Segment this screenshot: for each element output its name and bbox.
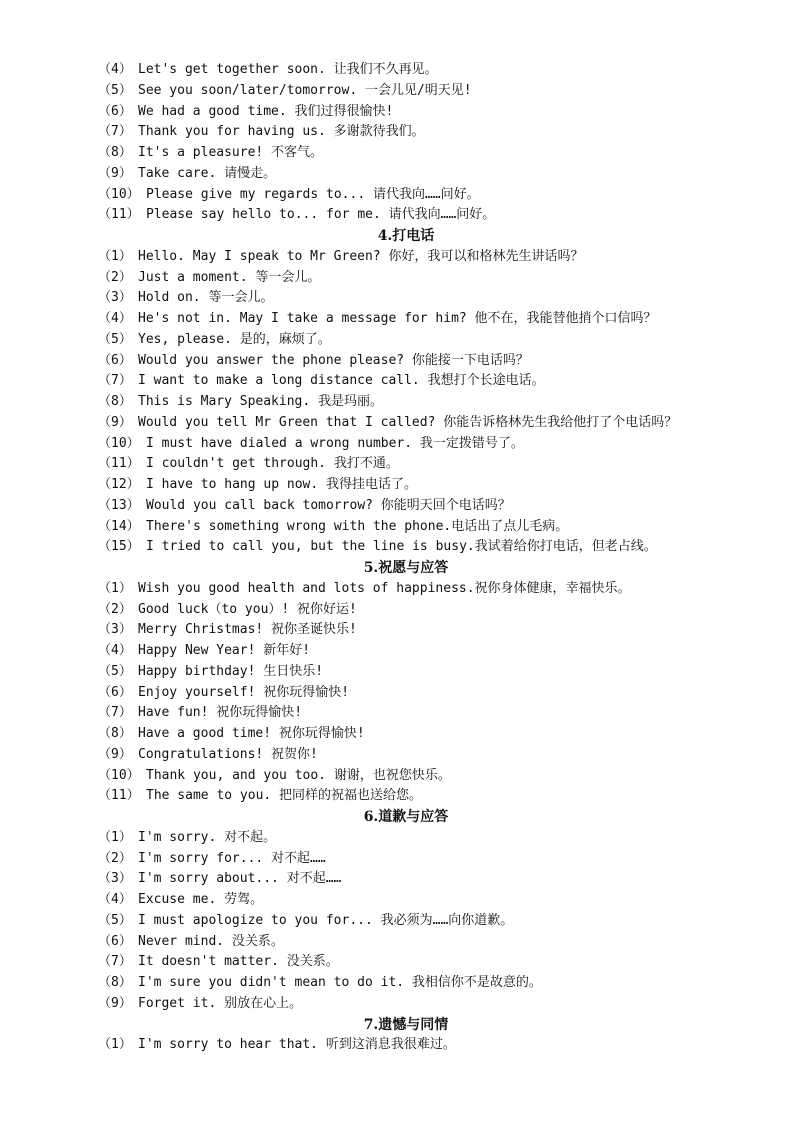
- phrase-line: [98, 454, 754, 475]
- phrase-text: Excuse me. 劳驾。: [138, 892, 264, 907]
- phrase-text: Would you call back tomorrow? 你能明天回个电话吗？: [146, 497, 511, 513]
- phrase-line: [98, 102, 754, 123]
- phrase-text: Enjoy yourself! 祝你玩得愉快!: [138, 684, 350, 700]
- phrase-text: Congratulations! 祝贺你!: [138, 746, 318, 762]
- item-number: （11）: [98, 456, 140, 472]
- item-number: （4）: [98, 892, 132, 907]
- item-number: （9）: [98, 414, 132, 430]
- phrase-line: [98, 662, 754, 683]
- phrase-text: Take care. 请慢走。: [138, 165, 277, 181]
- phrase-line: [98, 81, 754, 102]
- item-number: （3）: [98, 871, 132, 887]
- section-heading: 6.道歉与应答: [363, 809, 449, 825]
- phrase-text: There's something wrong with the phone.电话出了点儿毛病。: [146, 518, 569, 534]
- phrase-text: I'm sorry. 对不起。: [138, 829, 277, 845]
- item-number: （15）: [98, 539, 140, 555]
- phrase-text: I'm sorry about... 对不起……: [138, 871, 342, 887]
- phrase-line: [98, 703, 754, 724]
- item-number: （7）: [98, 954, 132, 970]
- phrase-text: Just a moment. 等一会儿。: [138, 269, 321, 285]
- phrase-line: [98, 641, 754, 662]
- phrase-line: [98, 1035, 754, 1056]
- phrase-line: [98, 122, 754, 143]
- phrase-text: I have to hang up now. 我得挂电话了。: [146, 477, 418, 492]
- phrase-line: [98, 911, 754, 932]
- item-number: （2）: [98, 269, 132, 285]
- phrase-text: Never mind. 没关系。: [138, 933, 284, 949]
- phrase-text: I couldn't get through. 我打不通。: [146, 456, 399, 472]
- phrase-text: Wish you good health and lots of happiness.祝你身体健康，幸福快乐。: [138, 580, 631, 596]
- item-number: （1）: [98, 1037, 132, 1053]
- phrase-line: [98, 890, 754, 911]
- phrase-line: [98, 724, 754, 745]
- phrase-line: [98, 537, 754, 558]
- phrase-text: I must have dialed a wrong number. 我一定拨错号了。: [146, 435, 524, 451]
- item-number: （8）: [98, 394, 132, 409]
- phrase-line: [98, 786, 754, 807]
- phrase-text: I'm sorry for... 对不起……: [138, 850, 326, 866]
- phrase-text: Please give my regards to... 请代我向……问好。: [146, 186, 480, 202]
- phrase-text: I'm sorry to hear that. 听到这消息我很难过。: [138, 1037, 456, 1053]
- item-number: （12）: [98, 477, 140, 492]
- phrase-line: [98, 185, 754, 206]
- item-number: （13）: [98, 497, 140, 513]
- phrase-text: It doesn't matter. 没关系。: [138, 954, 339, 970]
- item-number: （8）: [98, 726, 132, 741]
- item-number: （10）: [98, 435, 140, 451]
- phrase-text: The same to you. 把同样的祝福也送给您。: [146, 788, 423, 804]
- item-number: （5）: [98, 663, 132, 679]
- section-heading: 4.打电话: [377, 228, 435, 244]
- phrase-text: This is Mary Speaking. 我是玛丽。: [138, 394, 384, 409]
- item-number: （6）: [98, 684, 132, 700]
- item-number: （6）: [98, 103, 132, 119]
- item-number: （11）: [98, 207, 140, 223]
- phrase-line: [98, 330, 754, 351]
- phrase-text: Happy New Year! 新年好!: [138, 643, 311, 658]
- phrase-text: Thank you, and you too. 谢谢，也祝您快乐。: [146, 767, 451, 783]
- phrase-text: Let's get together soon. 让我们不久再见。: [138, 62, 438, 77]
- section-heading: 7.遗憾与同情: [363, 1016, 449, 1033]
- phrase-line: [98, 932, 754, 953]
- item-number: （4）: [98, 311, 132, 326]
- item-number: （14）: [98, 518, 140, 534]
- phrase-line: [98, 371, 754, 392]
- phrase-line: [98, 869, 754, 890]
- phrase-line: [98, 392, 754, 413]
- item-number: （6）: [98, 352, 132, 368]
- phrase-text: Have a good time! 祝你玩得愉快!: [138, 726, 365, 741]
- item-number: （2）: [98, 601, 132, 617]
- phrase-line: [98, 205, 754, 226]
- item-number: （10）: [98, 767, 140, 783]
- item-number: （5）: [98, 912, 132, 928]
- phrase-text: Happy birthday! 生日快乐!: [138, 663, 324, 679]
- item-number: （1）: [98, 829, 132, 845]
- phrase-line: [98, 828, 754, 849]
- item-number: （3）: [98, 622, 132, 638]
- phrase-text: I'm sure you didn't mean to do it. 我相信你不是故意的。: [138, 975, 542, 990]
- item-number: （5）: [98, 331, 132, 347]
- section-heading: 5.祝愿与应答: [363, 560, 449, 576]
- phrase-line: [98, 849, 754, 870]
- phrase-text: Good luck（to you）! 祝你好运!: [138, 601, 357, 617]
- item-number: （8）: [98, 145, 132, 160]
- phrase-line: [98, 496, 754, 517]
- phrase-line: [98, 994, 754, 1015]
- phrase-line: [98, 952, 754, 973]
- item-number: （6）: [98, 933, 132, 949]
- item-number: （9）: [98, 165, 132, 181]
- phrase-text: He's not in. May I take a message for him? 他不在，我能替他捎个口信吗？: [138, 311, 657, 326]
- phrase-line: [98, 517, 754, 538]
- phrase-text: Would you tell Mr Green that I called? 你能告诉格林先生我给他打了个电话吗？: [138, 414, 678, 430]
- phrase-line: [98, 600, 754, 621]
- phrase-line: [98, 745, 754, 766]
- item-number: （4）: [98, 643, 132, 658]
- item-number: （9）: [98, 746, 132, 762]
- phrase-text: I must apologize to you for... 我必须为……向你道歉。: [138, 912, 514, 928]
- item-number: （1）: [98, 580, 132, 596]
- phrase-text: Would you answer the phone please? 你能接一下电话吗？: [138, 352, 529, 368]
- phrase-line: [98, 475, 754, 496]
- phrase-text: It's a pleasure! 不客气。: [138, 145, 324, 160]
- item-number: （9）: [98, 995, 132, 1011]
- phrase-line: [98, 620, 754, 641]
- phrase-line: [98, 288, 754, 309]
- item-number: （7）: [98, 124, 132, 140]
- phrase-line: [98, 766, 754, 787]
- phrase-text: I tried to call you, but the line is busy.我试着给你打电话，但老占线。: [146, 539, 657, 555]
- phrase-text: See you soon/later/tomorrow. 一会儿见/明天见!: [138, 82, 472, 98]
- phrase-line: [98, 247, 754, 268]
- phrase-text: Please say hello to... for me. 请代我向……问好。: [146, 207, 496, 223]
- item-number: （2）: [98, 850, 132, 866]
- phrase-text: Yes, please. 是的，麻烦了。: [138, 331, 331, 347]
- phrase-text: We had a good time. 我们过得很愉快!: [138, 103, 394, 119]
- phrase-text: Forget it. 别放在心上。: [138, 995, 303, 1011]
- item-number: （4）: [98, 62, 132, 77]
- item-number: （1）: [98, 248, 132, 264]
- item-number: （5）: [98, 82, 132, 98]
- phrase-line: [98, 164, 754, 185]
- item-number: （7）: [98, 373, 132, 389]
- phrase-line: [98, 579, 754, 600]
- item-number: （3）: [98, 290, 132, 306]
- phrase-text: Hello. May I speak to Mr Green? 你好，我可以和格林先生讲话吗？: [138, 248, 584, 264]
- phrase-line: [98, 309, 754, 330]
- phrase-line: [98, 143, 754, 164]
- phrase-line: [98, 268, 754, 289]
- phrase-line: [98, 60, 754, 81]
- phrase-line: [98, 351, 754, 372]
- phrase-line: [98, 413, 754, 434]
- phrase-text: I want to make a long distance call. 我想打个长途电话。: [138, 373, 545, 389]
- item-number: （10）: [98, 186, 140, 202]
- phrase-text: Thank you for having us. 多谢款待我们。: [138, 124, 425, 140]
- phrase-text: Have fun! 祝你玩得愉快!: [138, 705, 303, 721]
- phrase-line: [98, 434, 754, 455]
- phrase-text: Hold on. 等一会儿。: [138, 290, 274, 306]
- phrase-line: [98, 683, 754, 704]
- item-number: （7）: [98, 705, 132, 721]
- phrase-text: Merry Christmas! 祝你圣诞快乐!: [138, 622, 357, 638]
- item-number: （11）: [98, 788, 140, 804]
- phrase-line: [98, 973, 754, 994]
- item-number: （8）: [98, 975, 132, 990]
